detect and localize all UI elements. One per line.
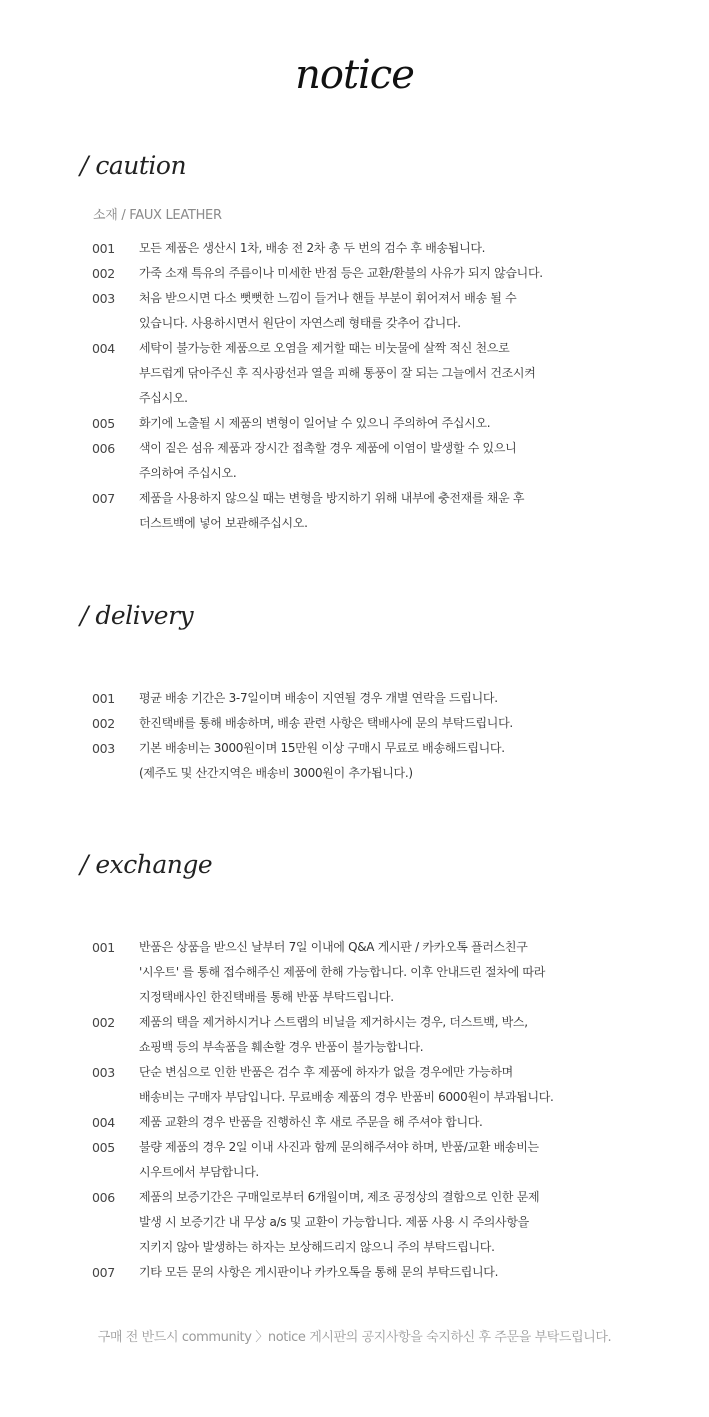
item-text-line: 제품의 택을 제거하시거나 스트랩의 비닐을 제거하시는 경우, 더스트백, 박스,	[139, 1015, 528, 1029]
item-number: 003	[92, 291, 115, 306]
section-title-delivery: / delivery	[80, 601, 194, 630]
item-number: 003	[92, 1065, 115, 1080]
item-text-line: 불량 제품의 경우 2일 이내 사진과 함께 문의해주셔야 하며, 반품/교환 배송비는	[139, 1140, 539, 1154]
item-number: 005	[92, 1140, 115, 1155]
item-text-line: 한진택배를 통해 배송하며, 배송 관련 사항은 택배사에 문의 부탁드립니다.	[139, 716, 513, 730]
item-text-line: 모든 제품은 생산시 1차, 배송 전 2차 총 두 번의 검수 후 배송됩니다.	[139, 241, 486, 255]
list-item	[92, 261, 680, 286]
item-text-line: 더스트백에 넣어 보관해주십시오.	[139, 516, 308, 530]
item-number: 007	[92, 1265, 115, 1280]
item-number: 002	[92, 1015, 115, 1030]
item-text-line: 배송비는 구매자 부담입니다. 무료배송 제품의 경우 반품비 6000원이 부과됩니다.	[139, 1090, 554, 1104]
item-number: 006	[92, 1190, 115, 1205]
item-text-line: 색이 짙은 섬유 제품과 장시간 접촉할 경우 제품에 이염이 발생할 수 있으니	[139, 441, 517, 455]
list-item	[92, 286, 680, 336]
item-number: 001	[92, 940, 115, 955]
item-number: 004	[92, 1115, 115, 1130]
item-number: 006	[92, 441, 115, 456]
item-text-line: 부드럽게 닦아주신 후 직사광선과 열을 피해 통풍이 잘 되는 그늘에서 건조시켜	[139, 366, 536, 380]
item-number: 002	[92, 716, 115, 731]
item-text-line: '시우트' 를 통해 접수해주신 제품에 한해 가능합니다. 이후 안내드린 절차에 따라	[139, 965, 546, 979]
item-text-line: 쇼핑백 등의 부속품을 훼손할 경우 반품이 불가능합니다.	[139, 1040, 424, 1054]
list-item	[92, 935, 680, 1010]
section-caution	[80, 148, 680, 536]
list-item	[92, 736, 680, 786]
list-item	[92, 1110, 680, 1135]
exchange-list	[80, 935, 680, 1285]
list-item	[92, 1185, 680, 1260]
section-title-exchange: / exchange	[80, 850, 213, 879]
item-text-line: 제품의 보증기간은 구매일로부터 6개월이며, 제조 공정상의 결함으로 인한 문제	[139, 1190, 540, 1204]
list-item	[92, 236, 680, 261]
list-item	[92, 1060, 680, 1110]
list-item	[92, 686, 680, 711]
item-number: 001	[92, 241, 115, 256]
item-text-line: 지정택배사인 한진택배를 통해 반품 부탁드립니다.	[139, 990, 394, 1004]
footer-notice: 구매 전 반드시 community 〉notice 게시판의 공지사항을 숙지하신 후 주문을 부탁드립니다.	[97, 1330, 612, 1345]
item-text-line: (제주도 및 산간지역은 배송비 3000원이 추가됩니다.)	[139, 766, 413, 780]
section-title-caution: / caution	[80, 151, 187, 180]
item-text-line: 주십시오.	[139, 391, 188, 405]
item-number: 007	[92, 491, 115, 506]
item-text-line: 세탁이 불가능한 제품으로 오염을 제거할 때는 비눗물에 살짝 적신 천으로	[139, 341, 510, 355]
item-text-line: 있습니다. 사용하시면서 원단이 자연스레 형태를 갖추어 갑니다.	[139, 316, 461, 330]
item-text-line: 기타 모든 문의 사항은 게시판이나 카카오톡을 통해 문의 부탁드립니다.	[139, 1265, 499, 1279]
item-text-line: 평균 배송 기간은 3-7일이며 배송이 지연될 경우 개별 연락을 드립니다.	[139, 691, 498, 705]
item-text-line: 지키지 않아 발생하는 하자는 보상해드리지 않으니 주의 부탁드립니다.	[139, 1240, 495, 1254]
list-item	[92, 711, 680, 736]
list-item	[92, 336, 680, 411]
item-number: 001	[92, 691, 115, 706]
list-item	[92, 1260, 680, 1285]
item-number: 002	[92, 266, 115, 281]
item-number: 003	[92, 741, 115, 756]
item-text-line: 가죽 소재 특유의 주름이나 미세한 반점 등은 교환/환불의 사유가 되지 않습니다.	[139, 266, 543, 280]
delivery-list	[80, 686, 680, 786]
item-number: 004	[92, 341, 115, 356]
section-exchange	[80, 847, 680, 1285]
list-item	[92, 486, 680, 536]
item-text-line: 제품을 사용하지 않으실 때는 변형을 방지하기 위해 내부에 충전재를 채운 후	[139, 491, 525, 505]
material-subtitle: 소재 / FAUX LEATHER	[93, 208, 222, 223]
item-text-line: 주의하여 주십시오.	[139, 466, 237, 480]
item-text-line: 발생 시 보증기간 내 무상 a/s 및 교환이 가능합니다. 제품 사용 시 주의사항을	[139, 1215, 529, 1229]
item-text-line: 시우트에서 부담합니다.	[139, 1165, 259, 1179]
item-text-line: 반품은 상품을 받으신 날부터 7일 이내에 Q&A 게시판 / 카카오톡 플러스친구	[139, 940, 528, 954]
item-number: 005	[92, 416, 115, 431]
item-text-line: 단순 변심으로 인한 반품은 검수 후 제품에 하자가 없을 경우에만 가능하며	[139, 1065, 513, 1079]
item-text-line: 화기에 노출될 시 제품의 변형이 일어날 수 있으니 주의하여 주십시오.	[139, 416, 491, 430]
caution-list	[80, 236, 680, 536]
list-item	[92, 1135, 680, 1185]
item-text-line: 처음 받으시면 다소 뻣뻣한 느낌이 들거나 핸들 부분이 휘어져서 배송 될 수	[139, 291, 517, 305]
item-text-line: 기본 배송비는 3000원이며 15만원 이상 구매시 무료로 배송해드립니다.	[139, 741, 505, 755]
section-delivery	[80, 598, 680, 786]
page-title: notice	[295, 52, 414, 98]
list-item	[92, 411, 680, 436]
item-text-line: 제품 교환의 경우 반품을 진행하신 후 새로 주문을 해 주셔야 합니다.	[139, 1115, 483, 1129]
list-item	[92, 1010, 680, 1060]
list-item	[92, 436, 680, 486]
